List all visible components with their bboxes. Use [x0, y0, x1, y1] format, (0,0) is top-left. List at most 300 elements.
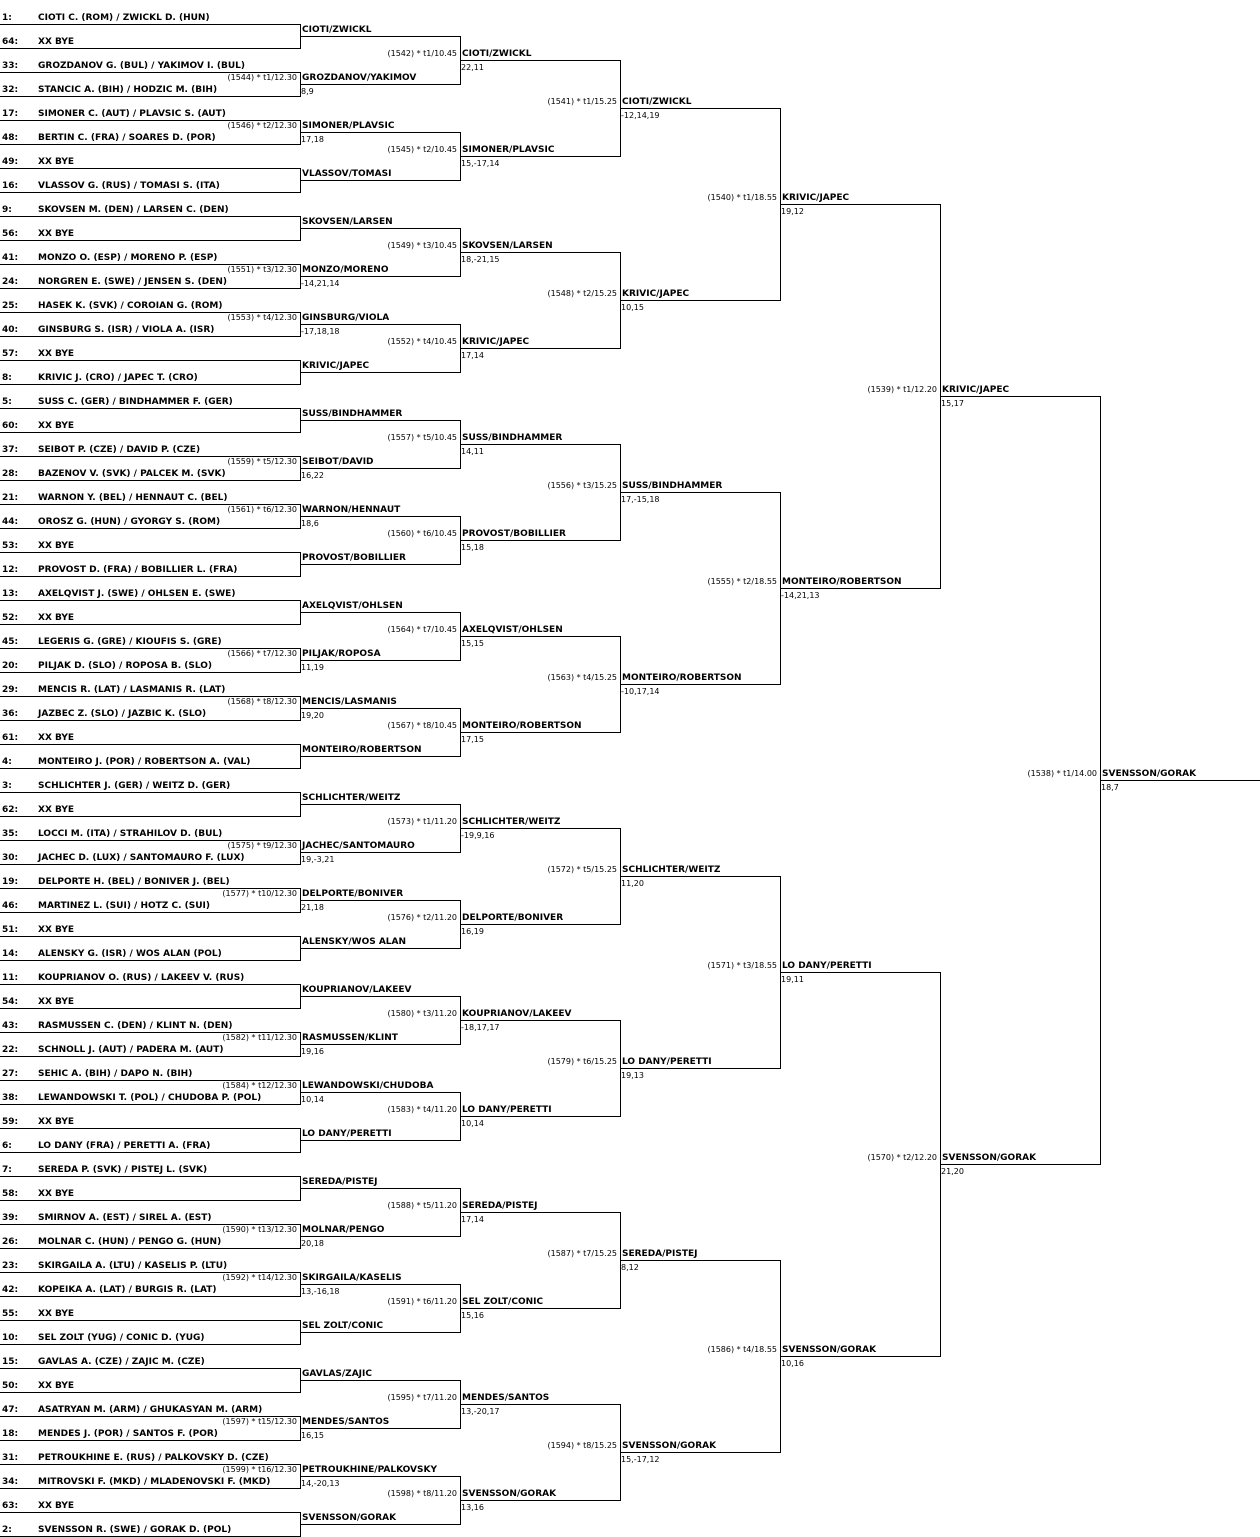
winner-line [780, 972, 940, 973]
player-name: XX BYE [38, 733, 75, 743]
winner-name: LO DANY/PERETTI [462, 1105, 552, 1115]
player-name: SUSS C. (GER) / BINDHAMMER F. (GER) [38, 397, 233, 407]
entry-line [0, 936, 300, 937]
player-name: KRIVIC J. (CRO) / JAPEC T. (CRO) [38, 373, 198, 383]
seed-number: 37: [2, 445, 19, 455]
winner-line [300, 900, 460, 901]
match-info: (1561) * t6/12.30 [227, 505, 297, 514]
match-info: (1566) * t7/12.30 [227, 649, 297, 658]
winner-name: MENCIS/LASMANIS [302, 697, 397, 707]
player-name: XX BYE [38, 349, 75, 359]
entry-line [0, 48, 300, 49]
seed-number: 63: [2, 1501, 19, 1511]
winner-name: KOUPRIANOV/LAKEEV [462, 1009, 572, 1019]
player-name: XX BYE [38, 421, 75, 431]
player-name: MOLNAR C. (HUN) / PENGO G. (HUN) [38, 1237, 222, 1247]
winner-name: KRIVIC/JAPEC [622, 289, 690, 299]
winner-line [460, 540, 620, 541]
winner-name: SEL ZOLT/CONIC [462, 1297, 544, 1307]
winner-name: KRIVIC/JAPEC [782, 193, 850, 203]
match-score: 15,15 [461, 639, 484, 648]
winner-name: SCHLICHTER/WEITZ [462, 817, 561, 827]
winner-name: SUSS/BINDHAMMER [302, 409, 403, 419]
seed-number: 35: [2, 829, 19, 839]
match-info: (1545) * t2/10.45 [387, 145, 457, 154]
match-score: 19,12 [781, 207, 804, 216]
entry-line [0, 960, 300, 961]
player-name: GROZDANOV G. (BUL) / YAKIMOV I. (BUL) [38, 61, 246, 71]
seed-number: 39: [2, 1213, 19, 1223]
entry-line [0, 1248, 300, 1249]
match-score: 15,17 [941, 399, 964, 408]
entry-line [0, 1176, 300, 1177]
match-score: 22,11 [461, 63, 484, 72]
seed-number: 1: [2, 13, 12, 23]
seed-number: 17: [2, 109, 19, 119]
winner-name: PILJAK/ROPOSA [302, 649, 381, 659]
player-name: PETROUKHINE E. (RUS) / PALKOVSKY D. (CZE) [38, 1453, 269, 1463]
match-info: (1544) * t1/12.30 [227, 73, 297, 82]
winner-name: PROVOST/BOBILLIER [302, 553, 406, 563]
match-score: 19,11 [781, 975, 804, 984]
winner-line [460, 1308, 620, 1309]
winner-name: SCHLICHTER/WEITZ [302, 793, 401, 803]
winner-name: SVENSSON/GORAK [302, 1513, 397, 1523]
winner-line [300, 36, 460, 37]
winner-name: GROZDANOV/YAKIMOV [302, 73, 417, 83]
entry-line [0, 1440, 300, 1441]
winner-line [300, 372, 460, 373]
match-info: (1597) * t15/12.30 [222, 1417, 297, 1426]
entry-line [0, 792, 300, 793]
seed-number: 6: [2, 1141, 12, 1151]
winner-line [300, 1284, 460, 1285]
winner-line [940, 1164, 1100, 1165]
match-info: (1557) * t5/10.45 [387, 433, 457, 442]
player-name: XX BYE [38, 1381, 75, 1391]
entry-line [0, 576, 300, 577]
winner-line [620, 108, 780, 109]
winner-line [300, 1236, 460, 1237]
winner-name: WARNON/HENNAUT [302, 505, 401, 515]
player-name: CIOTI C. (ROM) / ZWICKL D. (HUN) [38, 13, 210, 23]
winner-name: MONZO/MORENO [302, 265, 389, 275]
match-score: 19,-3,21 [301, 855, 335, 864]
winner-line [460, 1404, 620, 1405]
match-info: (1587) * t7/15.25 [547, 1249, 617, 1258]
seed-number: 58: [2, 1189, 19, 1199]
match-score: 15,16 [461, 1311, 484, 1320]
match-info: (1567) * t8/10.45 [387, 721, 457, 730]
player-name: MENCIS R. (LAT) / LASMANIS R. (LAT) [38, 685, 226, 695]
winner-line [460, 1020, 620, 1021]
seed-number: 26: [2, 1237, 19, 1247]
winner-line [300, 1428, 460, 1429]
seed-number: 40: [2, 325, 19, 335]
match-info: (1571) * t3/18.55 [707, 961, 777, 970]
winner-name: AXELQVIST/OHLSEN [302, 601, 403, 611]
seed-number: 29: [2, 685, 19, 695]
player-name: LEGERIS G. (GRE) / KIOUFIS S. (GRE) [38, 637, 222, 647]
entry-line [0, 96, 300, 97]
entry-line [0, 1152, 300, 1153]
match-info: (1559) * t5/12.30 [227, 457, 297, 466]
seed-number: 16: [2, 181, 19, 191]
winner-line [300, 852, 460, 853]
winner-name: AXELQVIST/OHLSEN [462, 625, 563, 635]
entry-line [0, 384, 300, 385]
seed-number: 53: [2, 541, 19, 551]
player-name: KOPEIKA A. (LAT) / BURGIS R. (LAT) [38, 1285, 217, 1295]
winner-line [300, 1044, 460, 1045]
match-score: 16,15 [301, 1431, 324, 1440]
winner-line [300, 564, 460, 565]
entry-line [0, 600, 300, 601]
seed-number: 15: [2, 1357, 19, 1367]
winner-line [300, 660, 460, 661]
winner-name: SKOVSEN/LARSEN [302, 217, 393, 227]
seed-number: 61: [2, 733, 19, 743]
winner-name: ALENSKY/WOS ALAN [302, 937, 407, 947]
winner-line [460, 828, 620, 829]
player-name: JAZBEC Z. (SLO) / JAZBIC K. (SLO) [38, 709, 207, 719]
winner-name: SUSS/BINDHAMMER [622, 481, 723, 491]
match-info: (1594) * t8/15.25 [547, 1441, 617, 1450]
player-name: XX BYE [38, 541, 75, 551]
seed-number: 10: [2, 1333, 19, 1343]
player-name: HASEK K. (SVK) / COROIAN G. (ROM) [38, 301, 223, 311]
seed-number: 45: [2, 637, 19, 647]
winner-line [300, 324, 460, 325]
match-info: (1538) * t1/14.00 [1027, 769, 1097, 778]
match-info: (1592) * t14/12.30 [222, 1273, 297, 1282]
match-info: (1583) * t4/11.20 [387, 1105, 457, 1114]
winner-name: GINSBURG/VIOLA [302, 313, 390, 323]
player-name: RASMUSSEN C. (DEN) / KLINT N. (DEN) [38, 1021, 233, 1031]
match-info: (1568) * t8/12.30 [227, 697, 297, 706]
player-name: XX BYE [38, 37, 75, 47]
player-name: XX BYE [38, 1501, 75, 1511]
winner-name: KRIVIC/JAPEC [462, 337, 530, 347]
match-info: (1546) * t2/12.30 [227, 121, 297, 130]
winner-line [300, 1332, 460, 1333]
winner-line [300, 180, 460, 181]
entry-line [0, 1368, 300, 1369]
entry-line [0, 768, 300, 769]
player-name: PILJAK D. (SLO) / ROPOSA B. (SLO) [38, 661, 213, 671]
winner-line [460, 156, 620, 157]
entry-line [0, 1344, 300, 1345]
seed-number: 24: [2, 277, 19, 287]
winner-line [620, 1260, 780, 1261]
winner-name: LEWANDOWSKI/CHUDOBA [302, 1081, 434, 1091]
seed-number: 47: [2, 1405, 19, 1415]
winner-name: SVENSSON/GORAK [622, 1441, 717, 1451]
player-name: SKOVSEN M. (DEN) / LARSEN C. (DEN) [38, 205, 229, 215]
entry-line [0, 984, 300, 985]
winner-line [300, 516, 460, 517]
seed-number: 19: [2, 877, 19, 887]
player-name: SKIRGAILA A. (LTU) / KASELIS P. (LTU) [38, 1261, 228, 1271]
seed-number: 14: [2, 949, 19, 959]
winner-name: RASMUSSEN/KLINT [302, 1033, 398, 1043]
seed-number: 46: [2, 901, 19, 911]
entry-line [0, 168, 300, 169]
seed-number: 49: [2, 157, 19, 167]
winner-name: SVENSSON/GORAK [462, 1489, 557, 1499]
match-info: (1555) * t2/18.55 [707, 577, 777, 586]
match-score: -12,14,19 [621, 111, 660, 120]
seed-number: 56: [2, 229, 19, 239]
winner-name: SKOVSEN/LARSEN [462, 241, 553, 251]
match-info: (1553) * t4/12.30 [227, 313, 297, 322]
seed-number: 31: [2, 1453, 19, 1463]
match-score: 17,14 [461, 351, 484, 360]
winner-name: SIMONER/PLAVSIC [462, 145, 555, 155]
winner-name: SIMONER/PLAVSIC [302, 121, 395, 131]
player-name: MITROVSKI F. (MKD) / MLADENOVSKI F. (MKD) [38, 1477, 271, 1487]
winner-line [460, 1212, 620, 1213]
match-score: 19,16 [301, 1047, 324, 1056]
winner-name: SUSS/BINDHAMMER [462, 433, 563, 443]
entry-line [0, 912, 300, 913]
player-name: SEL ZOLT (YUG) / CONIC D. (YUG) [38, 1333, 205, 1343]
winner-line [460, 636, 620, 637]
player-name: XX BYE [38, 1117, 75, 1127]
match-info: (1552) * t4/10.45 [387, 337, 457, 346]
match-info: (1563) * t4/15.25 [547, 673, 617, 682]
entry-line [0, 1320, 300, 1321]
seed-number: 22: [2, 1045, 19, 1055]
seed-number: 36: [2, 709, 19, 719]
winner-name: SEL ZOLT/CONIC [302, 1321, 384, 1331]
seed-number: 4: [2, 757, 12, 767]
entry-line [0, 672, 300, 673]
winner-name: PROVOST/BOBILLIER [462, 529, 566, 539]
player-name: XX BYE [38, 1189, 75, 1199]
entry-line [0, 720, 300, 721]
seed-number: 60: [2, 421, 19, 431]
winner-name: SCHLICHTER/WEITZ [622, 865, 721, 875]
entry-line [0, 1128, 300, 1129]
player-name: XX BYE [38, 997, 75, 1007]
seed-number: 64: [2, 37, 19, 47]
seed-number: 23: [2, 1261, 19, 1271]
seed-number: 30: [2, 853, 19, 863]
entry-line [0, 192, 300, 193]
match-score: 18,-21,15 [461, 255, 500, 264]
entry-line [0, 864, 300, 865]
match-info: (1570) * t2/12.20 [867, 1153, 937, 1162]
winner-line [460, 252, 620, 253]
match-score: -17,18,18 [301, 327, 340, 336]
seed-number: 34: [2, 1477, 19, 1487]
match-info: (1598) * t8/11.20 [387, 1489, 457, 1498]
match-info: (1572) * t5/15.25 [547, 865, 617, 874]
entry-line [0, 408, 300, 409]
entry-line [0, 1200, 300, 1201]
winner-name: VLASSOV/TOMASI [302, 169, 392, 179]
match-info: (1582) * t11/12.30 [222, 1033, 297, 1042]
winner-line [300, 948, 460, 949]
match-info: (1577) * t10/12.30 [222, 889, 297, 898]
entry-line [0, 1392, 300, 1393]
seed-number: 18: [2, 1429, 19, 1439]
entry-line [0, 1296, 300, 1297]
player-name: MONZO O. (ESP) / MORENO P. (ESP) [38, 253, 218, 263]
seed-number: 25: [2, 301, 19, 311]
winner-line [460, 1116, 620, 1117]
seed-number: 42: [2, 1285, 19, 1295]
winner-name: LO DANY/PERETTI [302, 1129, 392, 1139]
match-score: 21,20 [941, 1167, 964, 1176]
winner-line [300, 804, 460, 805]
seed-number: 52: [2, 613, 19, 623]
winner-line [460, 60, 620, 61]
match-info: (1564) * t7/10.45 [387, 625, 457, 634]
seed-number: 13: [2, 589, 19, 599]
seed-number: 28: [2, 469, 19, 479]
match-score: 15,18 [461, 543, 484, 552]
player-name: XX BYE [38, 229, 75, 239]
winner-name: KRIVIC/JAPEC [942, 385, 1010, 395]
entry-line [0, 144, 300, 145]
winner-name: KRIVIC/JAPEC [302, 361, 370, 371]
match-score: -19,9,16 [461, 831, 495, 840]
player-name: GINSBURG S. (ISR) / VIOLA A. (ISR) [38, 325, 215, 335]
winner-name: LO DANY/PERETTI [782, 961, 872, 971]
match-score: 11,19 [301, 663, 324, 672]
match-info: (1580) * t3/11.20 [387, 1009, 457, 1018]
entry-line [0, 816, 300, 817]
match-info: (1573) * t1/11.20 [387, 817, 457, 826]
seed-number: 32: [2, 85, 19, 95]
match-score: 15,-17,12 [621, 1455, 660, 1464]
winner-line [620, 1452, 780, 1453]
match-score: 14,11 [461, 447, 484, 456]
seed-number: 48: [2, 133, 19, 143]
winner-line [940, 396, 1100, 397]
match-score: 21,18 [301, 903, 324, 912]
match-score: -18,17,17 [461, 1023, 500, 1032]
winner-name: GAVLAS/ZAJIC [302, 1369, 372, 1379]
entry-line [0, 480, 300, 481]
match-score: 13,-20,17 [461, 1407, 500, 1416]
player-name: NORGREN E. (SWE) / JENSEN S. (DEN) [38, 277, 228, 287]
match-score: 11,20 [621, 879, 644, 888]
winner-line [620, 876, 780, 877]
winner-line [300, 132, 460, 133]
winner-name: SVENSSON/GORAK [782, 1345, 877, 1355]
seed-number: 44: [2, 517, 19, 527]
seed-number: 59: [2, 1117, 19, 1127]
winner-name: MONTEIRO/ROBERTSON [302, 745, 422, 755]
winner-line [300, 708, 460, 709]
match-score: 16,19 [461, 927, 484, 936]
entry-line [0, 1104, 300, 1105]
seed-number: 8: [2, 373, 12, 383]
match-score: 19,13 [621, 1071, 644, 1080]
winner-line [300, 612, 460, 613]
player-name: SVENSSON R. (SWE) / GORAK D. (POL) [38, 1525, 232, 1535]
winner-line [460, 348, 620, 349]
seed-number: 7: [2, 1165, 12, 1175]
match-score: 13,16 [461, 1503, 484, 1512]
match-score: 8,12 [621, 1263, 639, 1272]
match-score: 14,-20,13 [301, 1479, 340, 1488]
player-name: SCHLICHTER J. (GER) / WEITZ D. (GER) [38, 781, 231, 791]
player-name: BERTIN C. (FRA) / SOARES D. (POR) [38, 133, 216, 143]
player-name: OROSZ G. (HUN) / GYORGY S. (ROM) [38, 517, 221, 527]
match-info: (1590) * t13/12.30 [222, 1225, 297, 1234]
entry-line [0, 432, 300, 433]
winner-name: DELPORTE/BONIVER [302, 889, 404, 899]
winner-line [460, 732, 620, 733]
entry-line [0, 360, 300, 361]
player-name: PROVOST D. (FRA) / BOBILLIER L. (FRA) [38, 565, 238, 575]
match-score: 10,14 [461, 1119, 484, 1128]
winner-name: SEIBOT/DAVID [302, 457, 374, 467]
player-name: BAZENOV V. (SVK) / PALCEK M. (SVK) [38, 469, 226, 479]
winner-line [620, 300, 780, 301]
winner-name: MOLNAR/PENGO [302, 1225, 385, 1235]
winner-line [620, 492, 780, 493]
match-info: (1591) * t6/11.20 [387, 1297, 457, 1306]
match-info: (1539) * t1/12.20 [867, 385, 937, 394]
winner-line [460, 444, 620, 445]
winner-line [300, 756, 460, 757]
player-name: WARNON Y. (BEL) / HENNAUT C. (BEL) [38, 493, 228, 503]
entry-line [0, 744, 300, 745]
seed-number: 27: [2, 1069, 19, 1079]
winner-line [780, 204, 940, 205]
player-name: SCHNOLL J. (AUT) / PADERA M. (AUT) [38, 1045, 224, 1055]
entry-line [0, 216, 300, 217]
player-name: SEHIC A. (BIH) / DAPO N. (BIH) [38, 1069, 193, 1079]
entry-line [0, 624, 300, 625]
entry-line [0, 1512, 300, 1513]
match-score: -10,17,14 [621, 687, 660, 696]
winner-name: MONTEIRO/ROBERTSON [462, 721, 582, 731]
entry-line [0, 1488, 300, 1489]
player-name: MONTEIRO J. (POR) / ROBERTSON A. (VAL) [38, 757, 251, 767]
seed-number: 57: [2, 349, 19, 359]
player-name: XX BYE [38, 925, 75, 935]
match-info: (1548) * t2/15.25 [547, 289, 617, 298]
winner-name: SKIRGAILA/KASELIS [302, 1273, 402, 1283]
entry-line [0, 288, 300, 289]
match-info: (1584) * t12/12.30 [222, 1081, 297, 1090]
winner-line [300, 1140, 460, 1141]
match-info: (1540) * t1/18.55 [707, 193, 777, 202]
winner-line [300, 468, 460, 469]
winner-line [300, 1380, 460, 1381]
match-score: 20,18 [301, 1239, 324, 1248]
seed-number: 38: [2, 1093, 19, 1103]
seed-number: 2: [2, 1525, 12, 1535]
seed-number: 43: [2, 1021, 19, 1031]
entry-line [0, 24, 300, 25]
winner-name: PETROUKHINE/PALKOVSKY [302, 1465, 437, 1475]
winner-name: SEREDA/PISTEJ [622, 1249, 698, 1259]
winner-line [780, 1356, 940, 1357]
winner-line [300, 228, 460, 229]
seed-number: 62: [2, 805, 19, 815]
player-name: SEIBOT P. (CZE) / DAVID P. (CZE) [38, 445, 201, 455]
match-info: (1579) * t6/15.25 [547, 1057, 617, 1066]
match-info: (1575) * t9/12.30 [227, 841, 297, 850]
match-score: 15,-17,14 [461, 159, 500, 168]
